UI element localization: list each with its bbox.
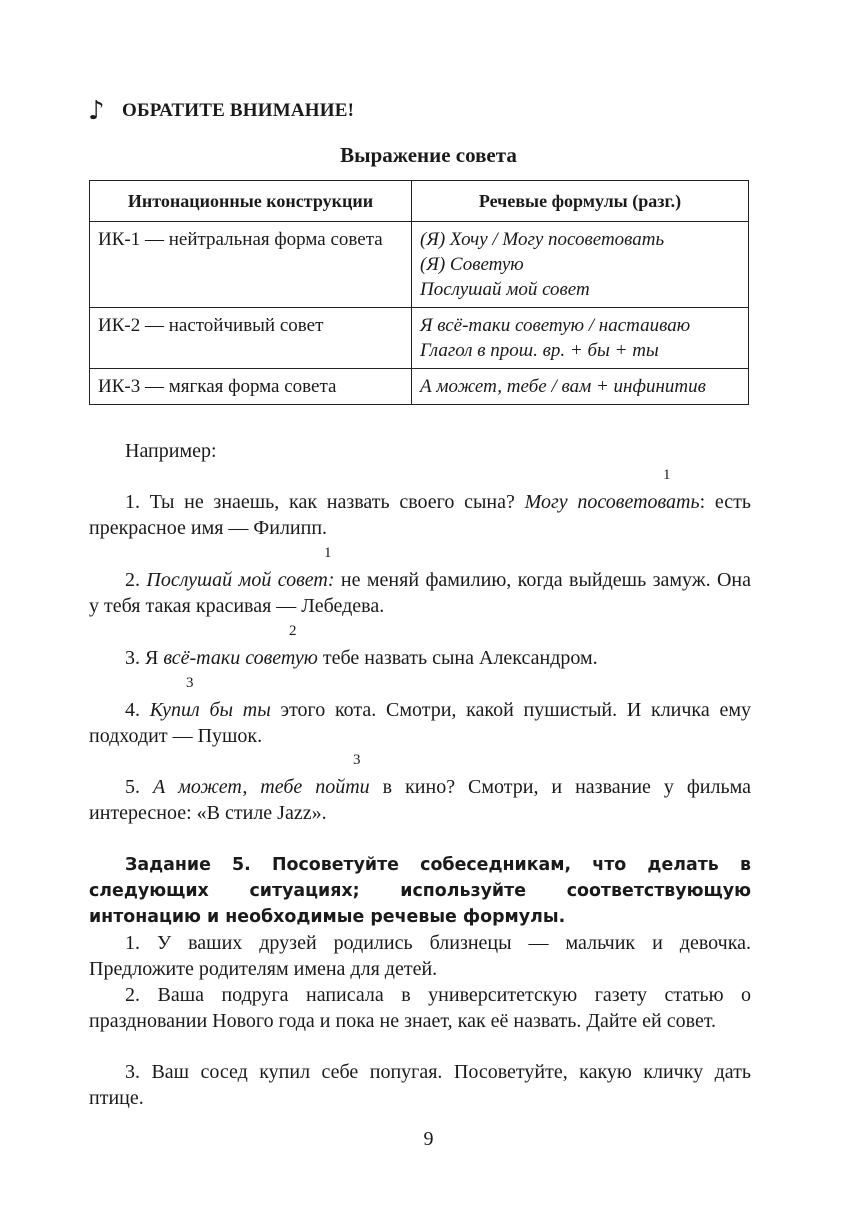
ik-cell: ИК-3 — мягкая форма совета — [90, 369, 412, 405]
example-emphasis: всё-таки советую — [163, 647, 318, 669]
notice-title: ОБРАТИТЕ ВНИМАНИЕ! — [122, 100, 355, 121]
musical-note-icon: ♪ — [88, 96, 105, 126]
example-item — [89, 697, 751, 749]
example-item — [89, 489, 751, 541]
intonation-mark: 1 — [663, 467, 671, 483]
intonation-mark: 3 — [353, 752, 361, 768]
intonation-mark: 3 — [186, 675, 194, 691]
formula-line: А может, тебе / вам + инфинитив — [420, 376, 706, 397]
table-row — [90, 308, 749, 369]
notice-header — [88, 98, 354, 124]
example-emphasis: Послушай мой совет: — [146, 569, 335, 591]
formula-line: (Я) Советую — [420, 254, 524, 275]
example-text: этого кота. Смотри, какой пушистый. И кличка ему подходит — Пушок. — [89, 699, 751, 747]
intonation-mark: 2 — [289, 623, 297, 639]
example-emphasis: Купил бы ты — [149, 699, 271, 721]
example-item — [89, 774, 751, 826]
example-text: не меняй фамилию, когда выйдешь замуж. Она у тебя такая красивая — Лебедева. — [89, 569, 752, 617]
column-header: Речевые формулы (разг.) — [412, 181, 749, 222]
example-text: : есть прекрасное имя — Филипп. — [89, 491, 752, 539]
example-text: 5. — [125, 776, 153, 798]
example-text: тебе назвать сына Александром. — [317, 647, 598, 669]
example-emphasis: Могу посоветовать — [524, 491, 700, 513]
task-item: 1. У ваших друзей родились близнецы — мальчик и девочка. Предложите родителям имена для детей. — [89, 932, 751, 980]
page-number: 9 — [423, 1128, 434, 1150]
examples-intro: Например: — [125, 440, 217, 462]
example-text: 4. — [125, 699, 150, 721]
formula-line: Я всё-таки советую / настаиваю — [420, 315, 691, 336]
example-text: в кино? Смотри, и название у фильма интересное: «В стиле Jazz». — [89, 776, 752, 824]
formulas-cell — [412, 369, 749, 405]
formula-line: Послушай мой совет — [420, 279, 590, 300]
example-item — [89, 645, 751, 671]
example-text: 1. Ты не знаешь, как назвать своего сына? — [125, 491, 525, 513]
example-emphasis: А может, тебе пойти — [152, 776, 370, 798]
intonation-mark: 1 — [324, 545, 332, 561]
ik-cell: ИК-2 — настойчивый совет — [90, 308, 412, 369]
formulas-cell — [412, 308, 749, 369]
example-text: 3. Я — [125, 647, 164, 669]
table-header-row — [90, 181, 749, 222]
column-header: Интонационные конструкции — [90, 181, 412, 222]
formula-line: Глагол в прош. вр. + бы + ты — [420, 340, 659, 361]
ik-cell: ИК-1 — нейтральная форма совета — [90, 222, 412, 308]
example-item — [89, 567, 751, 619]
table-row — [90, 222, 749, 308]
table-title: Выражение совета — [340, 143, 517, 167]
task-heading: Задание 5. Посоветуйте собеседникам, что делать в следующих ситуациях; используйте соответствующую интонацию и необходимые речевые формулы. — [89, 855, 751, 927]
example-text: 2. — [125, 569, 147, 591]
task-item: 2. Ваша подруга написала в университетскую газету статью о праздновании Нового года и пока не знает, как её назвать. Дайте ей совет. — [89, 984, 751, 1032]
advice-table — [89, 180, 749, 405]
task-item: 3. Ваш сосед купил себе попугая. Посоветуйте, какую кличку дать птице. — [89, 1061, 751, 1109]
table-row — [90, 369, 749, 405]
formulas-cell — [412, 222, 749, 308]
formula-line: (Я) Хочу / Могу посоветовать — [420, 229, 665, 250]
